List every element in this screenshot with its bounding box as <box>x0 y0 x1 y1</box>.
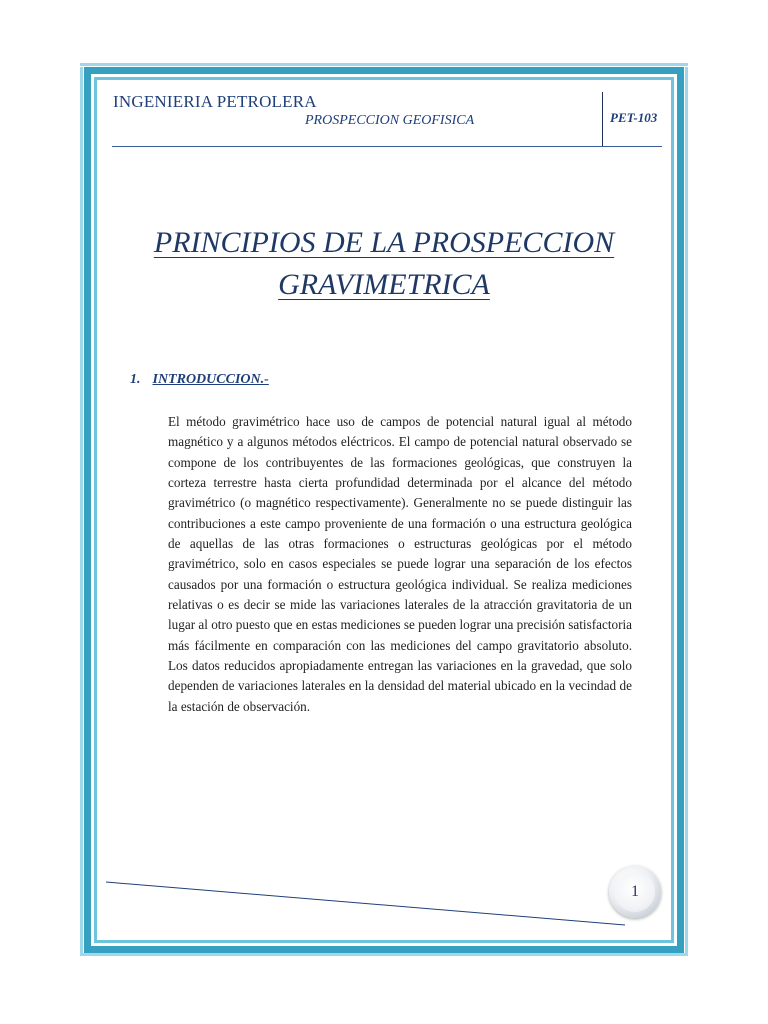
header-divider-horizontal <box>112 146 662 147</box>
section-number: 1. <box>130 372 141 387</box>
section-paragraph: El método gravimétrico hace uso de campos de potencial natural igual al método magnético y a algunos métodos eléctricos. El campo de potencial natural observado se compone de los contribuyentes de las formaciones geológicas, que construyen la corteza terrestre hasta cierta profundidad determinada por el alcance del método gravimétrico (o magnético respectivamente). Generalmente no se puede distinguir las contribuciones a este campo proveniente de una formación o una estructura geológica de aquellas de las otras formaciones o estructuras geológicas por el método gravimétrico, solo en casos especiales se puede lograr una separación de los efectos causados por una formación o estructura geológica individual. Se realiza mediciones relativas o es decir se mide las variaciones laterales de la atracción gravitatoria de un lugar al otro puesto que en estas mediciones se pueden lograr una precisión satisfactoria más fácilmente en comparación con las mediciones del campo gravitatorio absoluto. Los datos reducidos apropiadamente entregan las variaciones en la gravedad, que solo dependen de variaciones laterales en la densidad del material ubicado en la vecindad de la estación de observación. <box>168 414 632 714</box>
page-border-bottom <box>80 953 688 956</box>
page-border-right <box>685 67 688 953</box>
header-organization: INGENIERIA PETROLERA <box>113 92 317 111</box>
section-heading <box>130 372 269 388</box>
title-line-1: PRINCIPIOS DE LA PROSPECCION <box>153 226 615 259</box>
page-number-badge <box>609 866 661 918</box>
section-heading-text: INTRODUCCION.- <box>152 372 269 387</box>
document-title <box>100 222 668 306</box>
header-divider-vertical <box>602 92 603 146</box>
title-line-2: GRAVIMETRICA <box>278 268 490 301</box>
header-subject: PROSPECCION GEOFISICA <box>305 113 475 128</box>
page-number: 1 <box>615 872 655 912</box>
page-border-left <box>80 67 83 953</box>
page-border-top <box>80 63 688 66</box>
header-course-code: PET-103 <box>610 110 658 125</box>
